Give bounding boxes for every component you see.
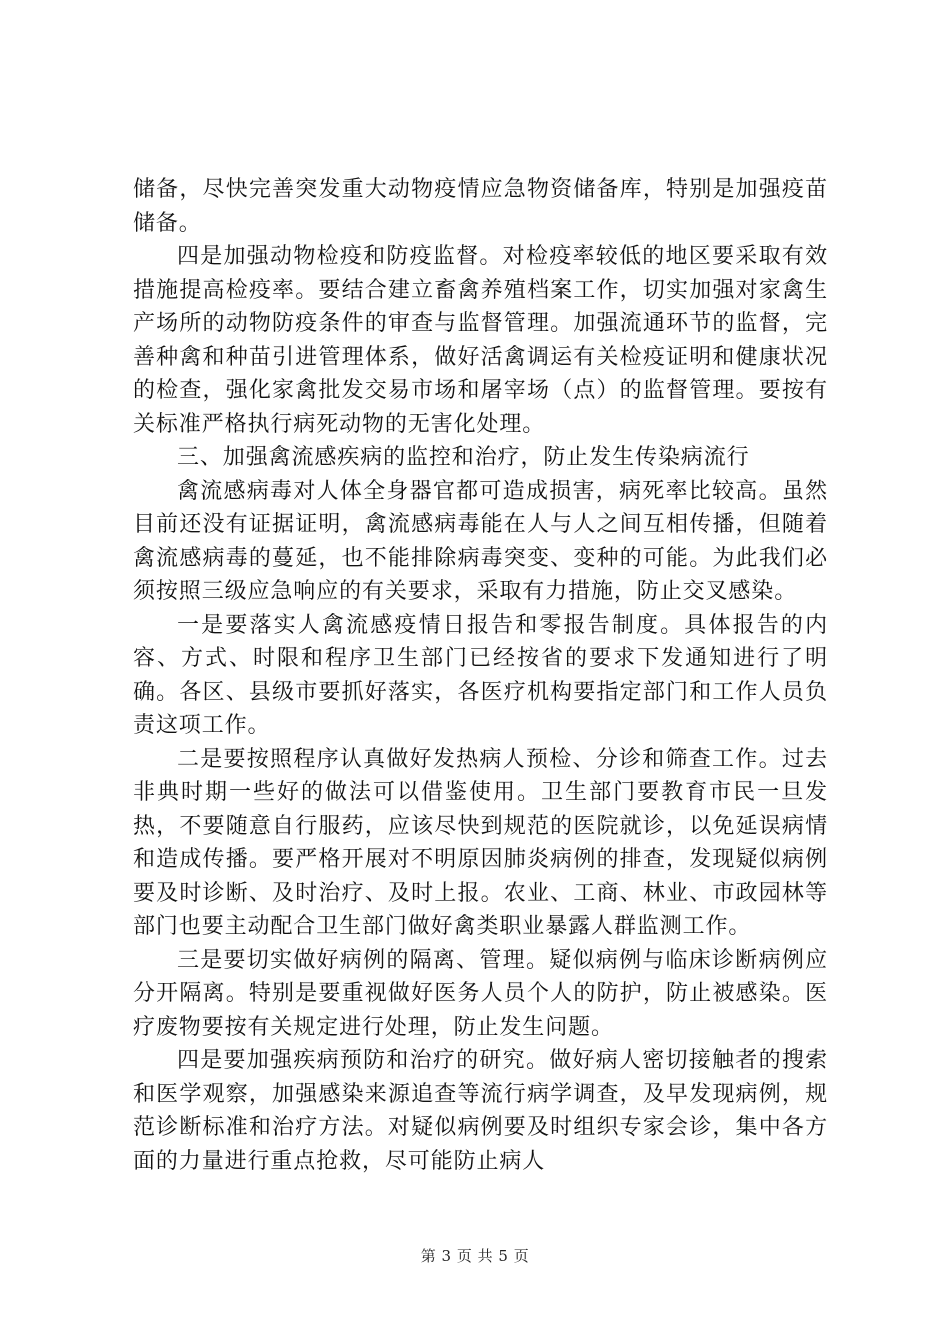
paragraph-item-one: 一是要落实人禽流感疫情日报告和零报告制度。具体报告的内容、方式、时限和程序卫生部门已经按省的要求下发通知进行了明确。各区、县级市要抓好落实，各医疗机构要指定部门和工作人员负责这项工作。: [133, 612, 828, 738]
paragraph-item-two: 二是要按照程序认真做好发热病人预检、分诊和筛查工作。过去非典时期一些好的做法可以借鉴使用。卫生部门要教育市民一旦发热，不要随意自行服药，应该尽快到规范的医院就诊，以免延误病情和造成传播。要严格开展对不明原因肺炎病例的排查，发现疑似病例要及时诊断、及时治疗、及时上报。农业、工商、林业、市政园林等部门也要主动配合卫生部门做好禽类职业暴露人群监测工作。: [133, 746, 828, 939]
paragraph-item-three: 三是要切实做好病例的隔离、管理。疑似病例与临床诊断病例应分开隔离。特别是要重视做好医务人员个人的防护，防止被感染。医疗废物要按有关规定进行处理，防止发生问题。: [133, 947, 828, 1040]
paragraph-continuation: 储备，尽快完善突发重大动物疫情应急物资储备库，特别是加强疫苗储备。: [133, 177, 828, 236]
page-footer: 第 3 页 共 5 页: [420, 1247, 530, 1265]
paragraph-virus-risk: 禽流感病毒对人体全身器官都可造成损害，病死率比较高。虽然目前还没有证据证明，禽流感病毒能在人与人之间互相传播，但随着禽流感病毒的蔓延，也不能排除病毒突变、变种的可能。为此我们必须按照三级应急响应的有关要求，采取有力措施，防止交叉感染。: [133, 478, 828, 604]
paragraph-item-four: 四是要加强疾病预防和治疗的研究。做好病人密切接触者的搜索和医学观察，加强感染来源追查等流行病学调查，及早发现病例，规范诊断标准和治疗方法。对疑似病例要及时组织专家会诊，集中各方面的力量进行重点抢救，尽可能防止病人: [133, 1048, 828, 1174]
document-body: [133, 173, 828, 1178]
paragraph-quarantine-supervision: 四是加强动物检疫和防疫监督。对检疫率较低的地区要采取有效措施提高检疫率。要结合建立畜禽养殖档案工作，切实加强对家禽生产场所的动物防疫条件的审查与监督管理。加强流通环节的监督，完善种禽和种苗引进管理体系，做好活禽调运有关检疫证明和健康状况的检查，强化家禽批发交易市场和屠宰场（点）的监督管理。要按有关标准严格执行病死动物的无害化处理。: [133, 244, 828, 437]
section-heading-three: 三、加强禽流感疾病的监控和治疗，防止发生传染病流行: [177, 445, 750, 470]
